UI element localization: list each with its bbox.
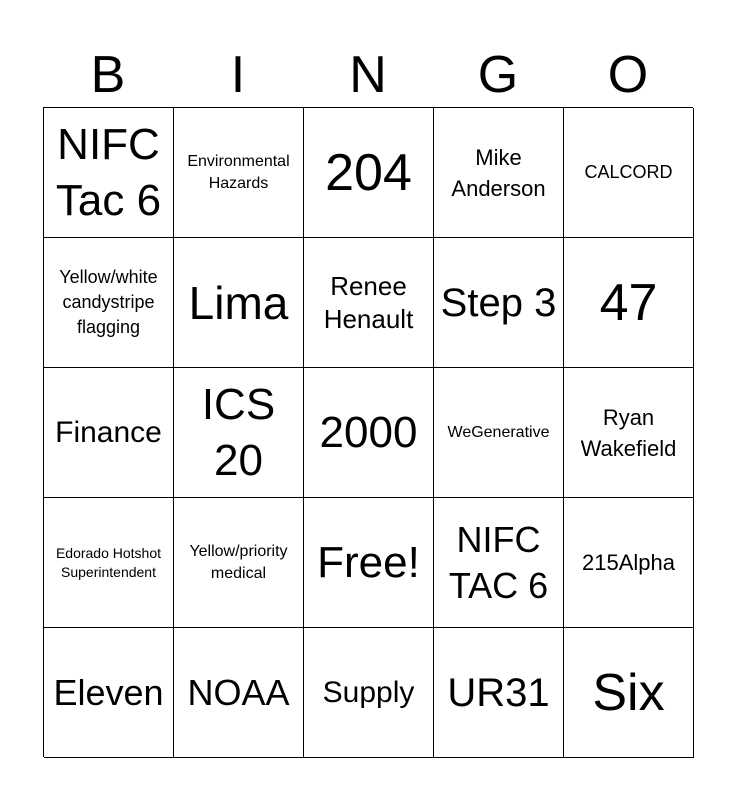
cell-text: 2000 — [319, 407, 418, 457]
bingo-cell[interactable] — [44, 368, 174, 498]
header-letter-o: O — [607, 46, 649, 104]
bingo-cell[interactable] — [174, 108, 304, 238]
cell-text: Environmental Hazards — [187, 152, 290, 192]
bingo-cell[interactable] — [174, 628, 304, 758]
bingo-cell[interactable] — [564, 368, 694, 498]
bingo-cell[interactable] — [434, 498, 564, 628]
cell-text: Step 3 — [440, 280, 557, 325]
cell-text: ICS 20 — [201, 379, 276, 485]
bingo-cell[interactable] — [434, 628, 564, 758]
bingo-cell[interactable] — [44, 628, 174, 758]
bingo-board — [43, 107, 693, 757]
bingo-cell[interactable] — [434, 238, 564, 368]
bingo-header — [43, 44, 693, 106]
header-letter-i: I — [230, 46, 246, 104]
bingo-cell[interactable] — [564, 108, 694, 238]
bingo-cell[interactable] — [44, 108, 174, 238]
bingo-cell[interactable] — [304, 238, 434, 368]
cell-text: 204 — [325, 143, 412, 202]
cell-text: Yellow/white candystripe flagging — [59, 267, 158, 337]
cell-text: Yellow/priority medical — [189, 542, 288, 582]
header-letter-b: B — [90, 46, 126, 104]
bingo-cell[interactable] — [174, 498, 304, 628]
bingo-cell[interactable] — [304, 628, 434, 758]
cell-text: Renee Henault — [323, 270, 414, 334]
free-space-cell[interactable] — [304, 498, 434, 628]
bingo-cell[interactable] — [44, 238, 174, 368]
bingo-cell[interactable] — [304, 108, 434, 238]
cell-text: Finance — [55, 416, 162, 449]
bingo-cell[interactable] — [174, 238, 304, 368]
bingo-cell[interactable] — [44, 498, 174, 628]
cell-text: Eleven — [53, 671, 164, 713]
cell-text: Lima — [188, 276, 289, 329]
cell-text: NIFC Tac 6 — [55, 119, 162, 225]
bingo-cell[interactable] — [304, 368, 434, 498]
bingo-cell[interactable] — [564, 498, 694, 628]
cell-text: 215Alpha — [582, 550, 675, 575]
cell-text: CALCORD — [584, 162, 673, 182]
cell-text: UR31 — [447, 670, 550, 715]
cell-text: WeGenerative — [447, 423, 550, 441]
bingo-cell[interactable] — [564, 238, 694, 368]
bingo-cell[interactable] — [434, 108, 564, 238]
cell-text: Supply — [322, 676, 415, 709]
cell-text: NOAA — [187, 671, 290, 713]
cell-text: Mike Anderson — [451, 144, 546, 201]
header-letter-g: G — [477, 46, 519, 104]
bingo-cell[interactable] — [434, 368, 564, 498]
cell-text: Ryan Wakefield — [580, 404, 677, 461]
cell-text: Free! — [317, 537, 420, 587]
bingo-cell[interactable] — [174, 368, 304, 498]
header-letter-n: N — [349, 46, 387, 104]
cell-text: 47 — [599, 273, 658, 332]
cell-text: Six — [592, 663, 665, 722]
cell-text: Edorado Hotshot Superintendent — [55, 544, 162, 580]
bingo-cell[interactable] — [564, 628, 694, 758]
cell-text: NIFC TAC 6 — [448, 518, 549, 606]
